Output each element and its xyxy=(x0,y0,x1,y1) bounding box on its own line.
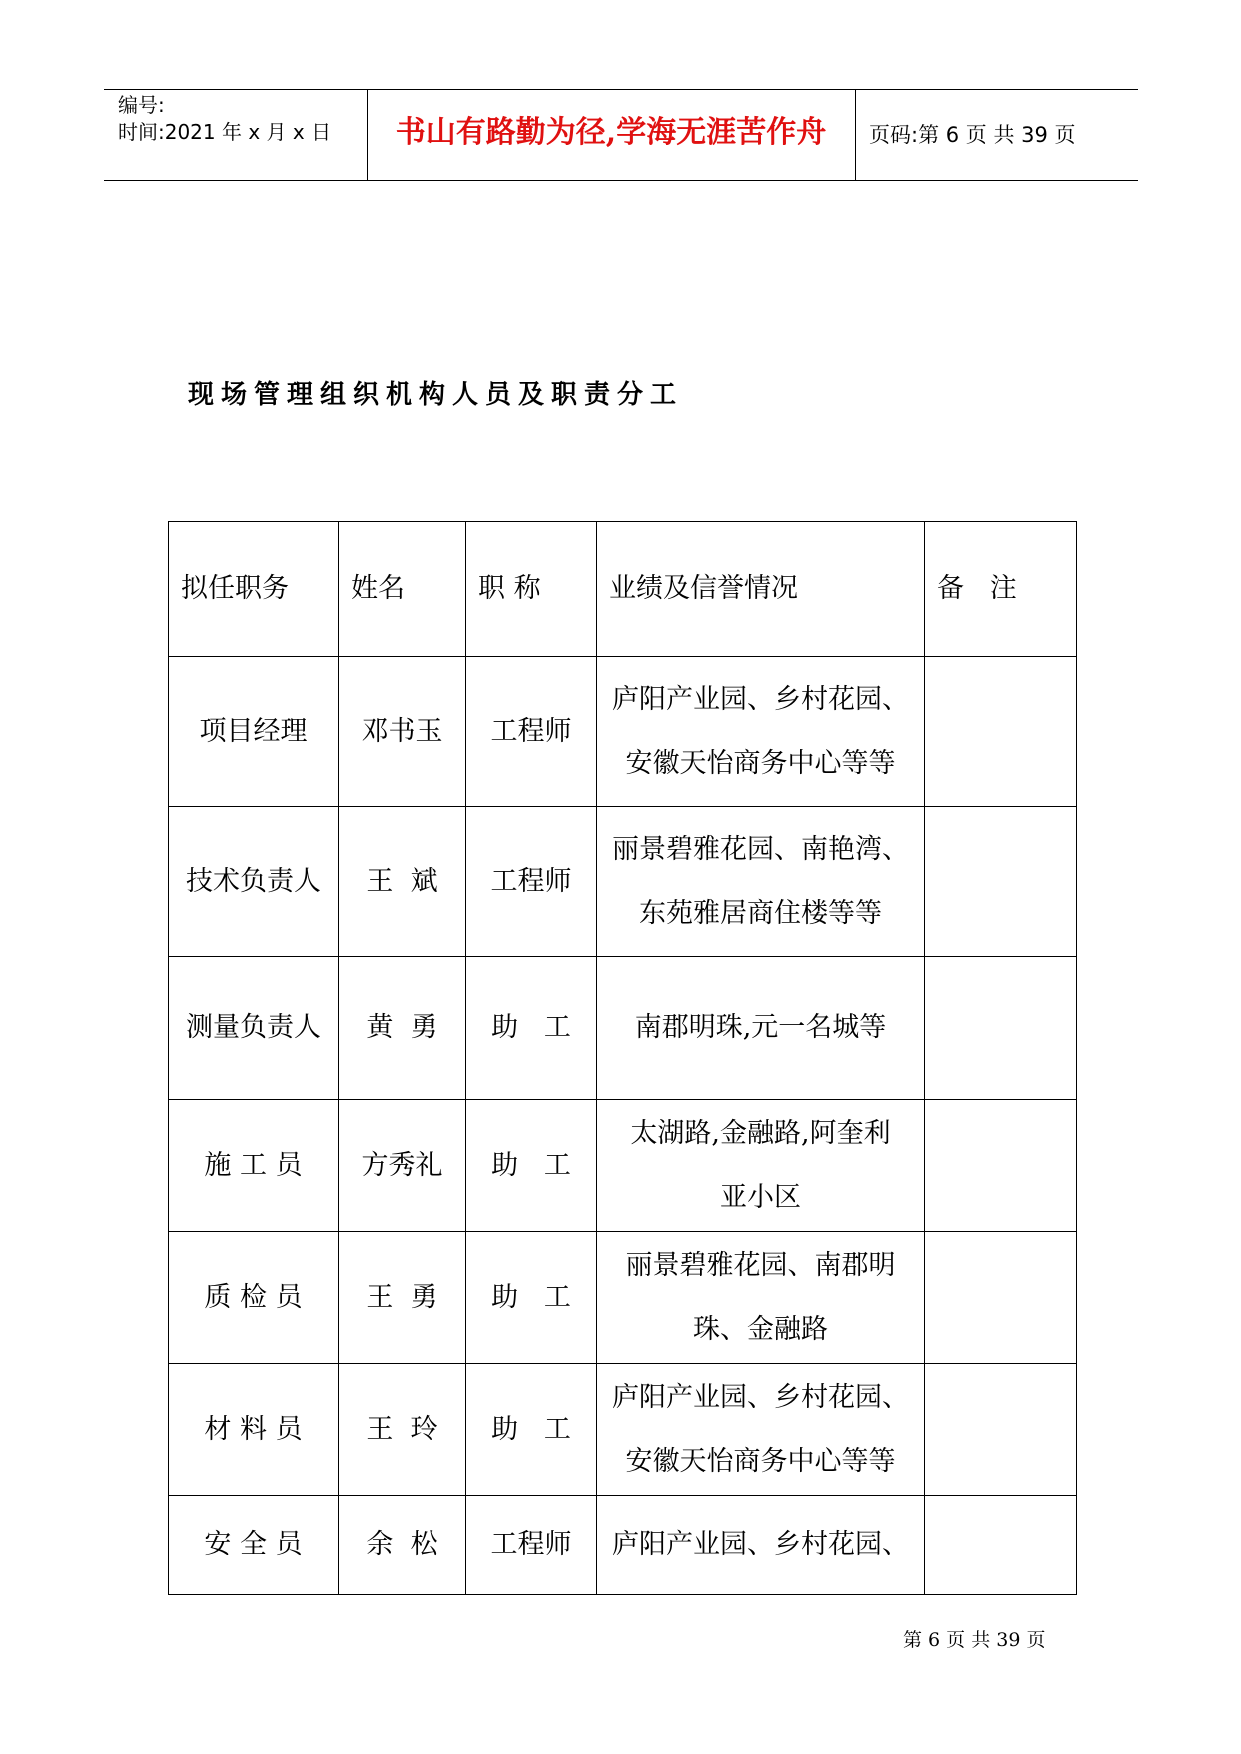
cell-performance: 庐阳产业园、乡村花园、安徽天怡商务中心等等 xyxy=(597,657,925,807)
cell-position: 技术负责人 xyxy=(169,807,339,957)
table-row xyxy=(169,807,1077,957)
page-header xyxy=(104,89,1138,181)
cell-name: 王 斌 xyxy=(339,807,466,957)
cell-name: 王 勇 xyxy=(339,1232,466,1364)
table-row xyxy=(169,1100,1077,1232)
header-divider xyxy=(855,90,856,180)
cell-remarks xyxy=(925,1496,1077,1595)
cell-position: 施 工 员 xyxy=(169,1100,339,1232)
cell-performance: 太湖路,金融路,阿奎利亚小区 xyxy=(597,1100,925,1232)
cell-position: 项目经理 xyxy=(169,657,339,807)
document-time-label: 时间:2021 年 x 月 x 日 xyxy=(118,120,332,144)
cell-performance: 丽景碧雅花园、南艳湾、东苑雅居商住楼等等 xyxy=(597,807,925,957)
cell-position: 安 全 员 xyxy=(169,1496,339,1595)
cell-name: 方秀礼 xyxy=(339,1100,466,1232)
cell-name: 余 松 xyxy=(339,1496,466,1595)
cell-position: 测量负责人 xyxy=(169,957,339,1100)
header-position: 拟任职务 xyxy=(169,522,339,657)
cell-name: 黄 勇 xyxy=(339,957,466,1100)
staff-responsibility-table xyxy=(168,521,1077,1595)
cell-title: 助 工 xyxy=(466,1364,597,1496)
page-footer: 第 6 页 共 39 页 xyxy=(903,1629,1046,1651)
header-remarks: 备 注 xyxy=(925,522,1077,657)
cell-title: 助 工 xyxy=(466,1100,597,1232)
cell-position: 材 料 员 xyxy=(169,1364,339,1496)
table-row xyxy=(169,957,1077,1100)
cell-remarks xyxy=(925,1364,1077,1496)
document-number-label: 编号: xyxy=(118,93,165,117)
header-page-code: 页码:第 6 页 共 39 页 xyxy=(869,123,1076,147)
table-header-row xyxy=(169,522,1077,657)
header-performance: 业绩及信誉情况 xyxy=(597,522,925,657)
cell-name: 邓书玉 xyxy=(339,657,466,807)
document-title: 现场管理组织机构人员及职责分工 xyxy=(188,380,684,410)
cell-performance: 庐阳产业园、乡村花园、 xyxy=(597,1496,925,1595)
cell-title: 助 工 xyxy=(466,1232,597,1364)
table-row xyxy=(169,1232,1077,1364)
header-motto: 书山有路勤为径,学海无涯苦作舟 xyxy=(395,115,827,150)
cell-remarks xyxy=(925,1232,1077,1364)
cell-performance: 丽景碧雅花园、南郡明珠、金融路 xyxy=(597,1232,925,1364)
cell-remarks xyxy=(925,807,1077,957)
cell-remarks xyxy=(925,657,1077,807)
table-row xyxy=(169,1364,1077,1496)
cell-remarks xyxy=(925,957,1077,1100)
header-title: 职 称 xyxy=(466,522,597,657)
header-name: 姓名 xyxy=(339,522,466,657)
cell-name: 王 玲 xyxy=(339,1364,466,1496)
cell-title: 工程师 xyxy=(466,807,597,957)
cell-performance: 庐阳产业园、乡村花园、安徽天怡商务中心等等 xyxy=(597,1364,925,1496)
cell-performance: 南郡明珠,元一名城等 xyxy=(597,957,925,1100)
cell-title: 工程师 xyxy=(466,657,597,807)
cell-title: 助 工 xyxy=(466,957,597,1100)
table-row xyxy=(169,657,1077,807)
cell-remarks xyxy=(925,1100,1077,1232)
cell-title: 工程师 xyxy=(466,1496,597,1595)
cell-position: 质 检 员 xyxy=(169,1232,339,1364)
table-row xyxy=(169,1496,1077,1595)
